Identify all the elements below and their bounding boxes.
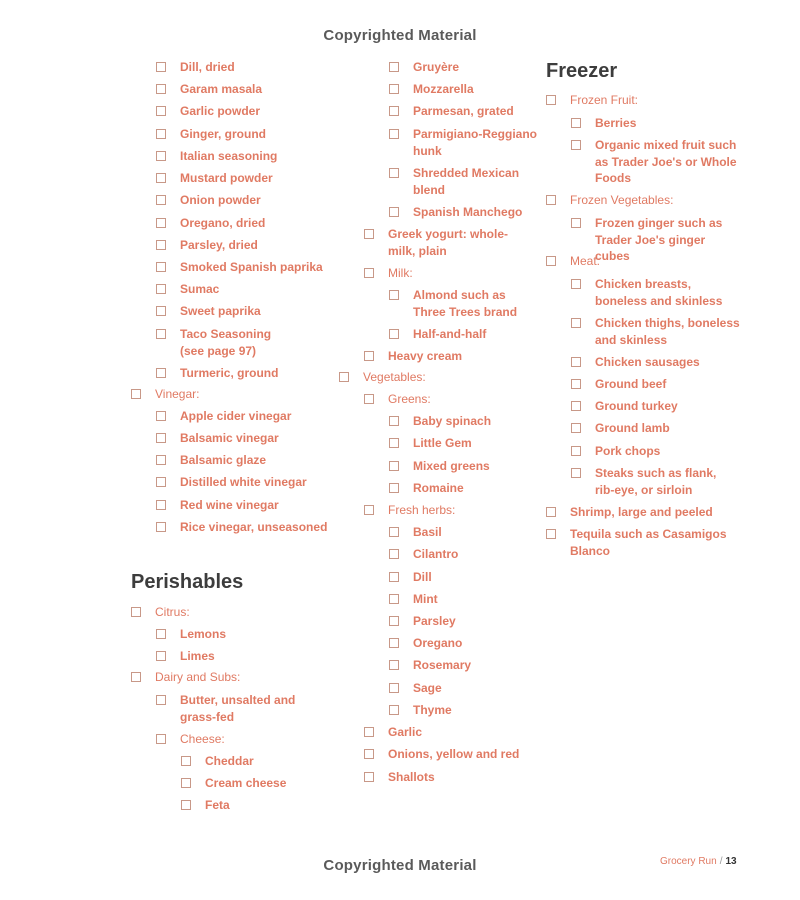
- heading-freezer: Freezer: [546, 60, 618, 82]
- checklist-item[interactable]: Feta: [181, 797, 331, 814]
- checkbox[interactable]: [156, 240, 166, 250]
- checkbox[interactable]: [181, 778, 191, 788]
- checkbox[interactable]: [389, 329, 399, 339]
- checklist-section[interactable]: Greens:: [364, 391, 534, 408]
- checkbox[interactable]: [364, 727, 374, 737]
- checkbox[interactable]: [389, 461, 399, 471]
- checklist-item[interactable]: Balsamic glaze: [156, 452, 326, 469]
- checklist-item[interactable]: Ground beef: [571, 376, 741, 393]
- checkbox[interactable]: [389, 572, 399, 582]
- checklist-item[interactable]: Spanish Manchego: [389, 204, 539, 221]
- checkbox[interactable]: [389, 84, 399, 94]
- checkbox[interactable]: [389, 527, 399, 537]
- checkbox[interactable]: [156, 411, 166, 421]
- checklist-item[interactable]: Dill, dried: [156, 59, 326, 76]
- checkbox[interactable]: [389, 549, 399, 559]
- checkbox[interactable]: [181, 756, 191, 766]
- checklist-item[interactable]: Taco Seasoning (see page 97): [156, 326, 296, 359]
- checkbox[interactable]: [389, 616, 399, 626]
- checkbox[interactable]: [156, 106, 166, 116]
- checklist-item[interactable]: Oregano, dried: [156, 215, 326, 232]
- checkbox[interactable]: [131, 672, 141, 682]
- checkbox[interactable]: [571, 118, 581, 128]
- checkbox[interactable]: [156, 151, 166, 161]
- checklist-item[interactable]: Butter, unsalted and grass-fed: [156, 692, 324, 725]
- checklist-item[interactable]: Rosemary: [389, 657, 539, 674]
- checklist-item[interactable]: Little Gem: [389, 435, 539, 452]
- checkbox[interactable]: [181, 800, 191, 810]
- checkbox[interactable]: [156, 262, 166, 272]
- checkbox[interactable]: [156, 173, 166, 183]
- checkbox[interactable]: [389, 168, 399, 178]
- checkbox[interactable]: [546, 95, 556, 105]
- checkbox[interactable]: [389, 683, 399, 693]
- checklist-item[interactable]: Shredded Mexican blend: [389, 165, 534, 198]
- checklist-item[interactable]: Half-and-half: [389, 326, 539, 343]
- checklist-item[interactable]: Greek yogurt: whole-milk, plain: [364, 226, 534, 259]
- checklist-item[interactable]: Basil: [389, 524, 539, 541]
- checkbox[interactable]: [571, 279, 581, 289]
- checkbox[interactable]: [364, 229, 374, 239]
- checkbox[interactable]: [389, 438, 399, 448]
- checklist-item[interactable]: Sweet paprika: [156, 303, 326, 320]
- checkbox[interactable]: [156, 129, 166, 139]
- checkbox[interactable]: [156, 629, 166, 639]
- checklist-item[interactable]: Red wine vinegar: [156, 497, 326, 514]
- checklist-item[interactable]: Cheddar: [181, 753, 331, 770]
- checklist-section[interactable]: Vegetables:: [339, 369, 529, 386]
- checkbox[interactable]: [156, 368, 166, 378]
- page-footer: [660, 856, 737, 867]
- checklist-item[interactable]: Baby spinach: [389, 413, 539, 430]
- checklist-item[interactable]: Chicken breasts, boneless and skinless: [571, 276, 741, 309]
- checklist-item[interactable]: Romaine: [389, 480, 539, 497]
- checklist-item[interactable]: Rice vinegar, unseasoned: [156, 519, 336, 536]
- checklist-item[interactable]: Shrimp, large and peeled: [546, 504, 746, 521]
- checkbox[interactable]: [389, 106, 399, 116]
- checkbox[interactable]: [156, 477, 166, 487]
- checkbox[interactable]: [156, 734, 166, 744]
- checklist-section[interactable]: Fresh herbs:: [364, 502, 534, 519]
- checklist-item[interactable]: Mozzarella: [389, 81, 539, 98]
- checklist-item[interactable]: Parsley: [389, 613, 539, 630]
- checklist-item[interactable]: Mint: [389, 591, 539, 608]
- checkbox[interactable]: [571, 318, 581, 328]
- checkbox[interactable]: [389, 483, 399, 493]
- checklist-item[interactable]: Pork chops: [571, 443, 741, 460]
- checklist-item[interactable]: Turmeric, ground: [156, 365, 326, 382]
- checklist-item[interactable]: Chicken thighs, boneless and skinless: [571, 315, 741, 348]
- checklist-section[interactable]: Cheese:: [156, 731, 326, 748]
- checklist-item[interactable]: Steaks such as flank, rib-eye, or sirloin: [571, 465, 736, 498]
- checklist-section[interactable]: Dairy and Subs:: [131, 669, 321, 686]
- checkbox[interactable]: [571, 218, 581, 228]
- checklist-section[interactable]: Frozen Vegetables:: [546, 192, 746, 209]
- checkbox[interactable]: [546, 256, 556, 266]
- watermark-bottom: Copyrighted Material: [323, 857, 477, 874]
- checkbox[interactable]: [156, 84, 166, 94]
- checklist-section[interactable]: Citrus:: [131, 604, 321, 621]
- checkbox[interactable]: [156, 433, 166, 443]
- checklist-item[interactable]: Ginger, ground: [156, 126, 326, 143]
- checkbox[interactable]: [546, 529, 556, 539]
- checklist-item[interactable]: Limes: [156, 648, 326, 665]
- checklist-item[interactable]: Organic mixed fruit such as Trader Joe's or Whole Foods: [571, 137, 741, 187]
- checkbox[interactable]: [156, 522, 166, 532]
- checklist-item[interactable]: Oregano: [389, 635, 539, 652]
- checklist-item[interactable]: Parsley, dried: [156, 237, 326, 254]
- checklist-item[interactable]: Thyme: [389, 702, 539, 719]
- checkbox[interactable]: [156, 651, 166, 661]
- checkbox[interactable]: [156, 218, 166, 228]
- checkbox[interactable]: [131, 607, 141, 617]
- checklist-item[interactable]: Apple cider vinegar: [156, 408, 326, 425]
- checklist-item[interactable]: Parmigiano-Reggiano hunk: [389, 126, 539, 159]
- checkbox[interactable]: [389, 416, 399, 426]
- checklist-item[interactable]: Dill: [389, 569, 539, 586]
- checkbox[interactable]: [364, 268, 374, 278]
- checkbox[interactable]: [364, 505, 374, 515]
- checkbox[interactable]: [156, 500, 166, 510]
- checkbox[interactable]: [571, 379, 581, 389]
- checkbox[interactable]: [389, 705, 399, 715]
- checkbox[interactable]: [364, 394, 374, 404]
- checkbox[interactable]: [571, 468, 581, 478]
- heading-perishables: Perishables: [131, 571, 244, 593]
- checkbox[interactable]: [364, 749, 374, 759]
- checklist-item[interactable]: Balsamic vinegar: [156, 430, 326, 447]
- checkbox[interactable]: [339, 372, 349, 382]
- checklist-item[interactable]: Berries: [571, 115, 741, 132]
- checklist-item[interactable]: Sumac: [156, 281, 326, 298]
- checklist-item[interactable]: Garlic: [364, 724, 534, 741]
- footer-separator: /: [719, 856, 723, 867]
- checklist-item[interactable]: Gruyère: [389, 59, 539, 76]
- checklist-item[interactable]: Cilantro: [389, 546, 539, 563]
- page-number: 13: [725, 856, 737, 867]
- checkbox[interactable]: [131, 389, 141, 399]
- checklist-item[interactable]: Heavy cream: [364, 348, 534, 365]
- checkbox[interactable]: [571, 446, 581, 456]
- checkbox[interactable]: [389, 660, 399, 670]
- checkbox[interactable]: [156, 195, 166, 205]
- checklist-item[interactable]: Tequila such as Casamigos Blanco: [546, 526, 736, 559]
- checklist-item[interactable]: Cream cheese: [181, 775, 331, 792]
- checkbox[interactable]: [389, 638, 399, 648]
- checkbox[interactable]: [389, 62, 399, 72]
- checklist-item[interactable]: Distilled white vinegar: [156, 474, 326, 491]
- checklist-item[interactable]: Onion powder: [156, 192, 326, 209]
- checklist-item[interactable]: Ground lamb: [571, 420, 741, 437]
- checkbox[interactable]: [571, 140, 581, 150]
- checklist-item[interactable]: Italian seasoning: [156, 148, 326, 165]
- checklist-item[interactable]: Ground turkey: [571, 398, 741, 415]
- checklist-item[interactable]: Frozen ginger such as Trader Joe's ginger cubes: [571, 215, 741, 265]
- checkbox[interactable]: [546, 195, 556, 205]
- footer-section-title: Grocery Run: [660, 856, 717, 867]
- checkbox[interactable]: [156, 455, 166, 465]
- checklist-item[interactable]: Parmesan, grated: [389, 103, 539, 120]
- checklist-item[interactable]: Sage: [389, 680, 539, 697]
- checklist-section[interactable]: Vinegar:: [131, 386, 321, 403]
- checkbox[interactable]: [571, 357, 581, 367]
- checklist-item[interactable]: Garlic powder: [156, 103, 326, 120]
- checkbox[interactable]: [389, 207, 399, 217]
- checklist-item[interactable]: Almond such as Three Trees brand: [389, 287, 539, 320]
- checkbox[interactable]: [389, 129, 399, 139]
- checklist-item[interactable]: Chicken sausages: [571, 354, 741, 371]
- checkbox[interactable]: [364, 772, 374, 782]
- checklist-section[interactable]: Frozen Fruit:: [546, 92, 746, 109]
- checklist-item[interactable]: Shallots: [364, 769, 534, 786]
- watermark-top: Copyrighted Material: [323, 27, 477, 44]
- checklist-item[interactable]: Mixed greens: [389, 458, 539, 475]
- checklist-item[interactable]: Lemons: [156, 626, 326, 643]
- checklist-section[interactable]: Meat:: [546, 253, 746, 270]
- checklist-section[interactable]: Milk:: [364, 265, 534, 282]
- checkbox[interactable]: [571, 423, 581, 433]
- checkbox[interactable]: [156, 695, 166, 705]
- checkbox[interactable]: [156, 329, 166, 339]
- checkbox[interactable]: [156, 284, 166, 294]
- checkbox[interactable]: [389, 594, 399, 604]
- checkbox[interactable]: [546, 507, 556, 517]
- checklist-item[interactable]: Onions, yellow and red: [364, 746, 544, 763]
- checkbox[interactable]: [389, 290, 399, 300]
- checkbox[interactable]: [364, 351, 374, 361]
- checklist-item[interactable]: Smoked Spanish paprika: [156, 259, 326, 276]
- checkbox[interactable]: [156, 62, 166, 72]
- checklist-item[interactable]: Garam masala: [156, 81, 326, 98]
- checkbox[interactable]: [156, 306, 166, 316]
- checkbox[interactable]: [571, 401, 581, 411]
- checklist-item[interactable]: Mustard powder: [156, 170, 326, 187]
